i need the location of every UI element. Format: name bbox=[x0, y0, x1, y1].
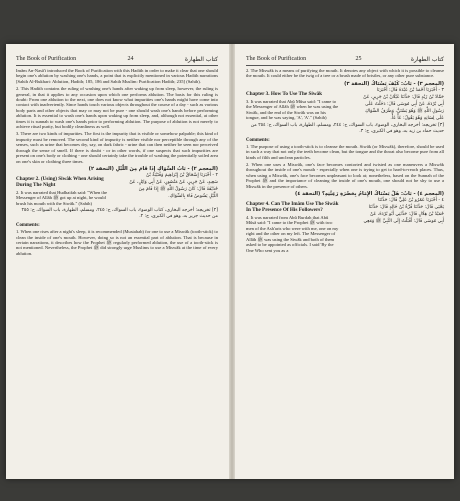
page-header bbox=[16, 54, 218, 66]
book-spread bbox=[6, 44, 454, 479]
english-column bbox=[246, 198, 339, 255]
left-page bbox=[6, 44, 228, 479]
arabic-line: رَسُولِ اللَّهِ ﷺ وَهُوَ يَسْتَنُّ، وَطَرَفُ السِّوَاكِ bbox=[365, 108, 444, 114]
hadith-block bbox=[246, 88, 444, 123]
page-number: 25 bbox=[355, 56, 362, 62]
paragraph: 2. This Hadith contains the ruling of washing one's hands after waking up from sleep, however, the ruling is general, in that it applies to any occasion upon which one performs ablution. The basis for this ruling is doubt: From one ablution to the next, one does not know what impurities one's hands might have come into contact with inadvertently. Since hands touch various objects throughout the course of a day - such as various body parts and other objects that may or may not be pure - one should wash one's hands before performing ablution. It is essential to wash one's hands upon waking up from sleep, and, although not essential, at other times it is sunnah to wash one's hands prior to performing ablution. The purpose of ablution is not merely to achieve ritual purity, but bodily cleanliness as well. bbox=[16, 86, 218, 130]
arabic-line: يَحْيَى قَالَ: حَدَّثَنَا قُرَّةُ بْنُ خَالِدٍ قَالَ: حَدَّثَنَا bbox=[368, 205, 444, 211]
page-number: 24 bbox=[127, 56, 134, 62]
paragraph: 3. There are two kinds of impurities. The first is the impurity that is visible or somehow palpable; this kind of impurity must be removed. The second kind of impurity is neither visible nor perceptible through any of the senses, such as urine that becomes dry, say, on dark fabric - urine that can then neither be seen nor perceived through the sense of smell. If there is doubt - or in other words, if one suspects that such impurities are present on one's body or clothing - one should certainly take the trouble of washing the potentially soiled area on one's skin or clothing three times. bbox=[16, 131, 218, 164]
chapter-title: Chapter 2. (Using) Siwâk When Arising During The Night bbox=[16, 175, 104, 188]
arabic-line: عَلَى لِسَانِهِ وَهُوَ يَقُولُ: عَأْ عَأْ. bbox=[390, 115, 444, 121]
hadith-reference-arabic: [٣] تخريجه: أخرجه البخاري، الوضوء، باب السواك، ح: ٢٤٤، ومسلم، الطهارة، باب السواك، ح: ٢٥٤ من حديث حماد بن زيد به، وهو في الكبرى، ح: ٣. bbox=[250, 122, 444, 134]
page-header bbox=[246, 54, 444, 66]
english-column bbox=[16, 173, 111, 208]
arabic-line: ٤ - أَخْبَرَنَا عَمْرُو بْنُ عَلِيٍّ قَالَ: حَدَّثَنَا bbox=[378, 198, 444, 204]
arabic-line: اللَّيْلِ يَشُوصُ فَاهُ بِالسِّوَاكِ. bbox=[168, 193, 218, 199]
hadith-block bbox=[246, 198, 444, 255]
arabic-column bbox=[116, 173, 218, 208]
arabic-column bbox=[344, 88, 444, 123]
arabic-line: ٢ - أَخْبَرَنَا إِسْحَاقُ بْنُ إِبْرَاهِيمَ وَقُتَيْبَةُ بْنُ bbox=[146, 172, 218, 178]
arabic-line: حَمَّادُ بْنُ زَيْدٍ قَالَ: حَدَّثَنَا غَيْلَانُ بْنُ جَرِيرٍ، عَنْ bbox=[363, 94, 444, 100]
paragraph: 2. The Miswâk is a means of purifying the mouth. It denotes any object with which it is possible to cleanse the mouth. It could either be the twig of a tree or a brush made of bristles, or any other pure substance. bbox=[246, 68, 444, 79]
arabic-line: أَبِي بُرْدَةَ، عَنْ أَبِي مُوسَى قَالَ: دَخَلْتُ عَلَى bbox=[365, 101, 444, 107]
chapter-title: Chapter 3. How To Use The Siwâk bbox=[246, 90, 323, 97]
header-title: The Book of Purification bbox=[16, 56, 77, 62]
chapter-title-arabic: (المعجم ٣) - بَابُ: كَيْفَ يَسْتَاكُ (التحفة ٣) bbox=[344, 80, 444, 87]
hadith-text: 3. It was narrated that Abû Mûsa said: "I came to the Messenger of Allâh ﷺ when he was using the Siwâk, and the end of the Siwâk was on his tongue, and he was saying, 'A', 'A'." (Sahih) bbox=[246, 98, 339, 121]
header-title-arabic: كتاب الطهارة bbox=[410, 55, 444, 63]
chapter-title: Chapter 4. Can The Imâm Use The Siwâk In The Presence Of His Followers? bbox=[246, 201, 339, 214]
arabic-line: سَعِيدٍ، عَنْ جَرِيرٍ، عَنْ مَنْصُورٍ، عَنْ أَبِي وَائِلٍ، عَنْ bbox=[129, 179, 218, 185]
chapter-title-arabic: (المعجم ٢) - بَابُ السِّوَاكِ إِذَا قَامَ مِنَ اللَّيْلِ (التحفة ٢) bbox=[88, 165, 218, 172]
comments-heading: Comments: bbox=[16, 223, 40, 229]
paragraph: Imâm An-Nasâ'i introduced the Book of Purification with this Hadith in order to make it clear that one should begin one's ablution by washing one's hands, a point that is explicitly mentioned in various Hadith narrations [Sahih Al-Bukhari: Ablution, Hadith; 185, 186 and Sahih Muslim: Purification Hadith; 235] (Sahih). bbox=[16, 68, 218, 84]
header-title-arabic: كتاب الطهارة bbox=[184, 55, 218, 63]
hadith-text: 2. It was narrated that Hudhaifah said: "When the Messenger of Allâh ﷺ got up at night, he would brush his mouth with the Siwâk." (Sahih) bbox=[16, 189, 108, 206]
book-gutter bbox=[229, 44, 235, 479]
right-page bbox=[236, 44, 454, 479]
arabic-line: ٣ - أَخْبَرَنَا أَحْمَدُ بْنُ عَبْدَةَ قَالَ: أَخْبَرَنَا bbox=[376, 87, 444, 93]
hadith-text: 4. It was narrated from Abû Burdah that Abû Mûsâ said: "I came to the Prophet ﷺ with two men of the Ash'aris who were with me, one on my right and the other on my left. The Messenger of Allâh ﷺ was using the Siwâk and both of them asked to be appointed as officials. I said 'By the One Who sent you as a bbox=[246, 215, 339, 253]
chapter-title-arabic: (المعجم ٤) - بَابٌ: هَلْ يَسْتَاكُ الإِمَامُ بِحَضْرَةِ رَعِيَّتِهِ؟ (التحفة ٤) bbox=[295, 191, 444, 198]
comments-heading: Comments: bbox=[246, 137, 270, 143]
header-title: The Book of Purification bbox=[246, 56, 307, 62]
english-column bbox=[246, 88, 339, 123]
arabic-column bbox=[344, 198, 444, 255]
arabic-line: حُذَيْفَةَ قَالَ: كَانَ رَسُولُ اللَّهِ ﷺ إِذَا قَامَ مِنَ bbox=[138, 186, 218, 192]
comment: 2. When one uses a Miswâk, one's face becomes contorted and twisted as one maneuvers a Miswâk throughout the inside of one's mouth - especially when one is trying to get to hard-to-reach places. Thus, when using a Miswâk, one's face becomes unpleasant to look at; nonetheless, based on the Sunnah of the Prophet ﷺ and the importance of cleaning the inside of one's mouth, one should not be shy to use a Miswâk in the presence of others. bbox=[246, 162, 444, 189]
page-body bbox=[246, 68, 444, 473]
hadith-reference-arabic: [٢] تخريجه: أخرجه البخاري، كتاب الوضوء، باب السواك، ح: ٢٤٥، ومسلم، الطهارة، باب السواك، ح: ٢٥٥ من حديث جرير به، وهو في الكبرى، ح: ٢. bbox=[21, 208, 218, 220]
arabic-line: أَبِي مُوسَى قَالَ: أَقْبَلْتُ إِلَى النَّبِيِّ ﷺ وَمَعِي bbox=[363, 219, 444, 225]
comment: 1. The purpose of using a tooth-stick is to cleanse the mouth. Siwâk (or Miswâk), therefore, should be used in such a way that not only the teeth become clean, but the tongue and the throat also become pure from all kinds of filth and unclean particles. bbox=[246, 143, 444, 160]
page-body bbox=[16, 68, 218, 473]
hadith-block bbox=[16, 173, 218, 208]
arabic-line: حُمَيْدُ بْنُ هِلَالٍ قَالَ: حَدَّثَنِي أَبُو بُرْدَةَ، عَنْ bbox=[370, 212, 444, 218]
comment: 1. When one rises after a night's sleep, it is recommended (Mustahab) for one to use a Miswâk (tooth-stick) to clean the inside of one's mouth. However, doing so is not an essential part of ablution. That is because in certain narrations, it describes how the Prophet ﷺ regularly performed ablution, the use of a tooth-stick is not mentioned. Nevertheless, the Prophet ﷺ did strongly urge Muslims to use a Miswâk at the time of every ablution. bbox=[16, 229, 218, 256]
